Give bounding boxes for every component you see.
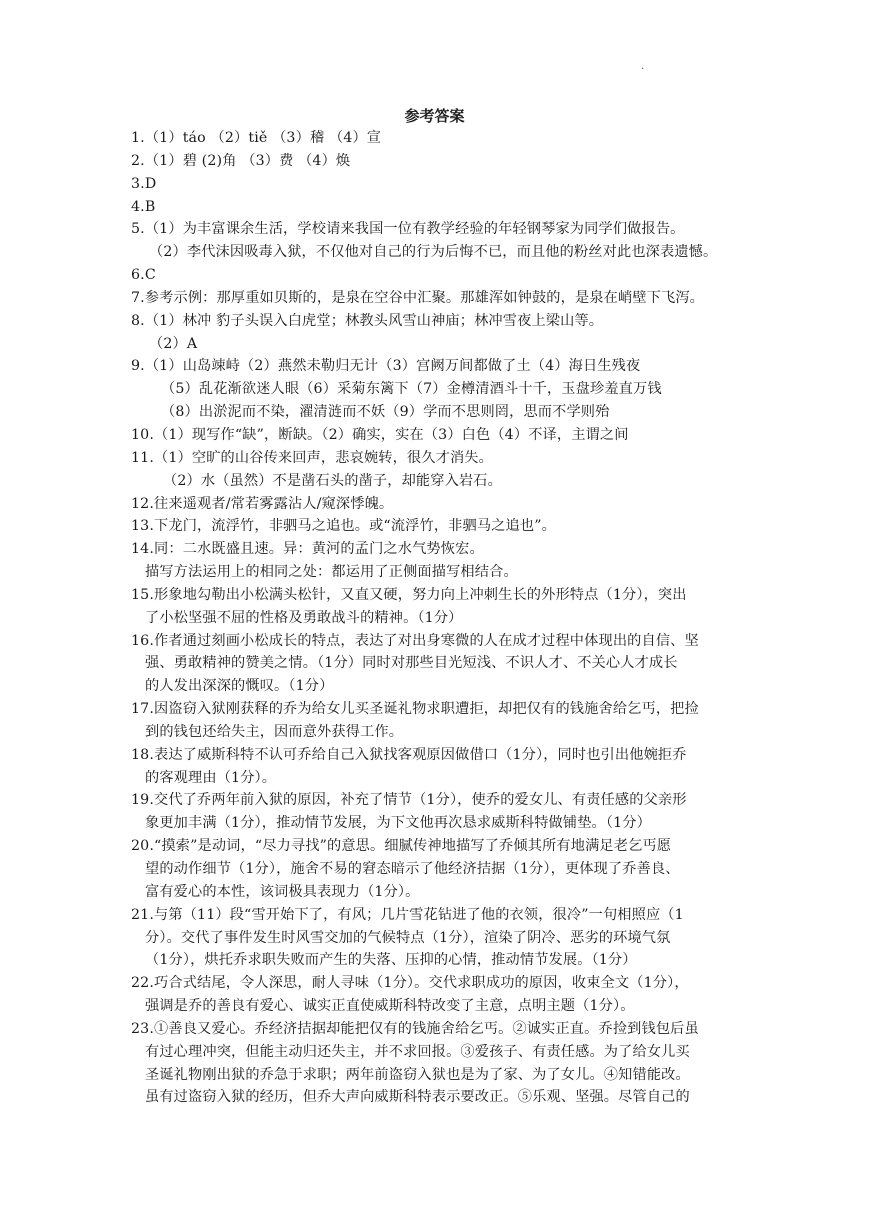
answer-line: 8.（1）林冲 豹子头误入白虎堂；林教头风雪山神庙；林冲雪夜上梁山等。	[131, 312, 604, 329]
answer-line: 14.同：二水既盛且速。异：黄河的孟门之水气势恢宏。	[131, 541, 484, 558]
answer-line: 15.形象地勾勒出小松满头松针，又直又硬，努力向上冲刺生长的外形特点（1分），突出	[131, 586, 687, 603]
answer-line: 16.作者通过刻画小松成长的特点，表达了对出身寒微的人在成才过程中体现出的自信、坚	[131, 632, 699, 649]
answer-line: 强调是乔的善良有爱心、诚实正直使威斯科特改变了主意，点明主题（1分）。	[145, 998, 635, 1015]
answer-line: 描写方法运用上的相同之处：都运用了正侧面描写相结合。	[145, 564, 518, 581]
answer-line: （2）A	[149, 335, 198, 352]
answer-line: 9.（1）山岛竦峙（2）燕然未勒归无计（3）宫阙万间都做了土（4）海日生残夜	[131, 358, 641, 375]
answer-line: 12.往来遥观者/常若雾露沾人/窥深悸魄。	[131, 495, 394, 512]
answer-line: 18.表达了威斯科特不认可乔给自己入狱找客观原因做借口（1分），同时也引出他婉拒乔	[131, 746, 687, 763]
answer-line: 了小松坚强不屈的性格及勇敢战斗的精神。（1分）	[145, 609, 463, 626]
corner-mark: ·	[641, 64, 645, 75]
answer-line: （1分），烘托乔求职失败而产生的失落、压抑的心情，推动情节发展。（1分）	[145, 952, 637, 969]
answer-line: 13.下龙门，流浮竹，非驷马之追也。或“流浮竹，非驷马之追也”。	[131, 518, 556, 535]
answer-line: 富有爱心的本性，该词极具表现力（1分）。	[145, 883, 420, 900]
answer-line: （5）乱花渐欲迷人眼（6）采菊东篱下（7）金樽清酒斗十千，玉盘珍羞直万钱	[161, 381, 662, 398]
answer-line: 虽有过盗窃入狱的经历，但乔大声向威斯科特表示要改正。⑤乐观、坚强。尽管自己的	[145, 1089, 690, 1106]
answer-line: 11.（1）空旷的山谷传来回声，悲哀婉转，很久才消失。	[131, 449, 493, 466]
answer-line: 圣诞礼物刚出狱的乔急于求职；两年前盗窃入狱也是为了家、为了女儿。④知错能改。	[145, 1066, 690, 1083]
answer-line: 7.参考示例：那厚重如贝斯的，是泉在空谷中汇聚。那雄浑如钟鼓的，是泉在峭壁下飞泻。	[131, 289, 705, 306]
answer-list	[131, 127, 743, 1109]
answer-line: 23.①善良又爱心。乔经济拮据却能把仅有的钱施舍给乞丐。②诚实正直。乔捡到钱包后虽	[131, 1020, 699, 1037]
answer-line: 22.巧合式结尾，令人深思，耐人寻味（1分）。交代求职成功的原因，收束全文（1分），	[131, 975, 689, 992]
answer-line: 10.（1）现写作“缺”，断缺。（2）确实，实在（3）白色（4）不译，主谓之间	[131, 426, 629, 443]
answer-line: 的人发出深深的慨叹。（1分）	[145, 678, 334, 695]
answer-line: 有过心理冲突，但能主动归还失主，并不求回报。③爱孩子、有责任感。为了给女儿买	[145, 1043, 690, 1060]
answer-line: （2）李代沫因吸毒入狱，不仅他对自己的行为后悔不已，而且他的粉丝对此也深表遗憾。	[149, 244, 718, 261]
answer-line: （2）水（虽然）不是凿石头的凿子，却能穿入岩石。	[163, 472, 502, 489]
answer-line: 强、勇敢精神的赞美之情。（1分）同时对那些目光短浅、不识人才、不关心人才成长	[145, 655, 678, 672]
answer-line: 6.C	[131, 267, 156, 284]
answer-line: 20.“摸索”是动词，“尽力寻找”的意思。细腻传神地描写了乔倾其所有地满足老乞丐愿	[131, 838, 672, 855]
answer-line: 2.（1）碧 (2)角 （3）费 （4）焕	[131, 152, 351, 169]
page-title: 参考答案	[404, 107, 465, 125]
answer-line: 17.因盗窃入狱刚获释的乔为给女儿买圣诞礼物求职遭拒，却把仅有的钱施舍给乞丐，把捡	[131, 701, 699, 718]
answer-line: 19.交代了乔两年前入狱的原因，补充了情节（1分），使乔的爱女儿、有责任感的父亲形	[131, 792, 687, 809]
answer-line: （8）出淤泥而不染，濯清涟而不妖（9）学而不思则罔，思而不学则殆	[161, 404, 610, 421]
answer-line: 的客观理由（1分）。	[145, 769, 277, 786]
answer-line: 分）。交代了事件发生时风雪交加的气候特点（1分），渲染了阴冷、恶劣的环境气氛	[145, 929, 671, 946]
answer-line: 1.（1）táo （2）tiě （3）稽 （4）宣	[131, 130, 382, 146]
answer-line: 3.D	[131, 175, 157, 192]
answer-line: 21.与第（11）段“雪开始下了，有风；几片雪花钻进了他的衣领，很冷”一句相照应（1	[131, 906, 684, 923]
answer-line: 到的钱包还给失主，因而意外获得工作。	[145, 723, 404, 740]
answer-line: 望的动作细节（1分），施舍不易的窘态暗示了他经济拮据（1分），更体现了乔善良、	[145, 861, 680, 877]
answer-line: 4.B	[131, 198, 156, 215]
answer-line: 5.（1）为丰富课余生活，学校请来我国一位有教学经验的年轻钢琴家为同学们做报告。	[131, 221, 685, 238]
answer-line: 象更加丰满（1分），推动情节发展，为下文他再次恳求威斯科特做铺垫。（1分）	[145, 815, 651, 832]
